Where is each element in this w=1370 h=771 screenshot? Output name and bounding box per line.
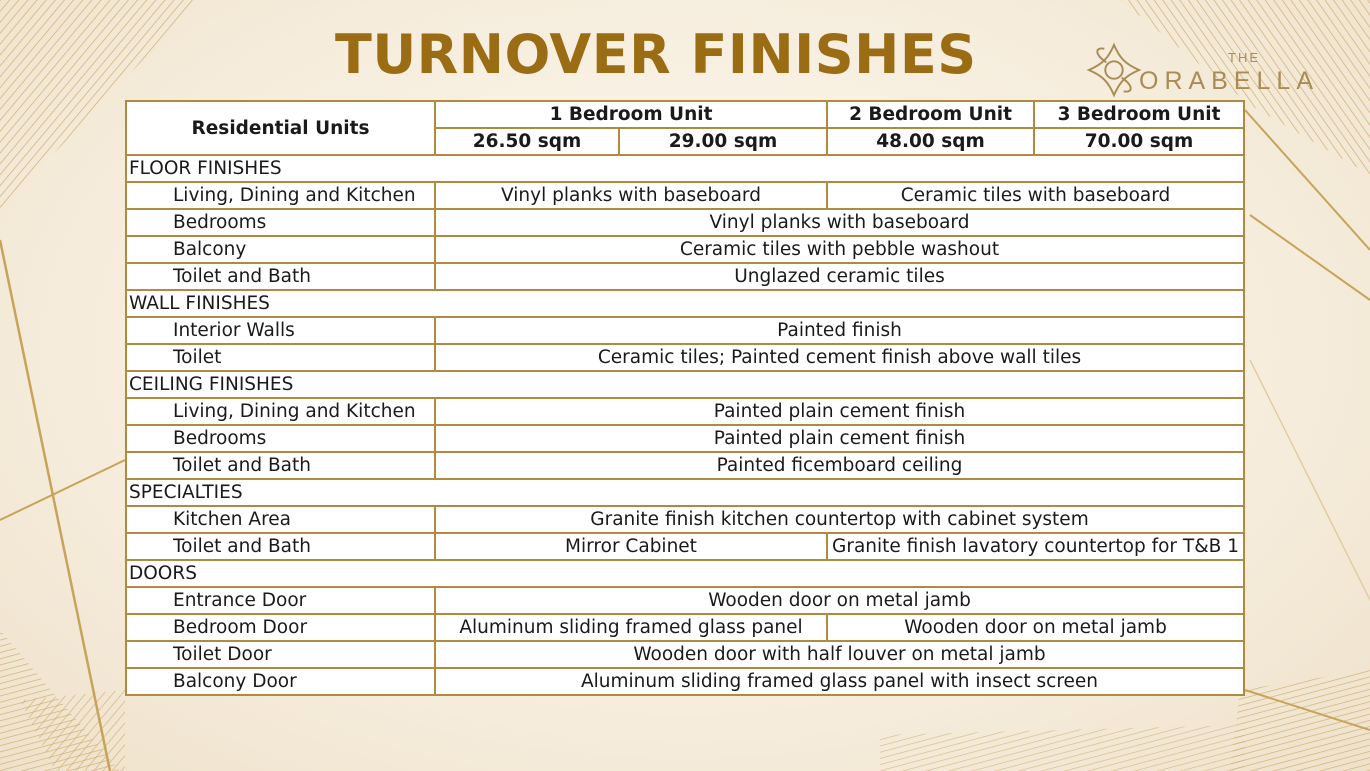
section-title: WALL FINISHES bbox=[126, 290, 1244, 317]
table-row bbox=[126, 263, 1244, 290]
row-value: Mirror Cabinet bbox=[435, 533, 827, 560]
section-title: FLOOR FINISHES bbox=[126, 155, 1244, 182]
section-row-specialties bbox=[126, 479, 1244, 506]
size-3br: 70.00 sqm bbox=[1034, 128, 1244, 155]
row-value: Painted plain cement finish bbox=[435, 425, 1244, 452]
row-label: Balcony Door bbox=[126, 668, 435, 695]
section-row-doors bbox=[126, 560, 1244, 587]
row-value: Painted plain cement finish bbox=[435, 398, 1244, 425]
row-value: Unglazed ceramic tiles bbox=[435, 263, 1244, 290]
row-label: Toilet Door bbox=[126, 641, 435, 668]
header-2-bedroom-unit: 2 Bedroom Unit bbox=[827, 101, 1034, 128]
row-value: Wooden door with half louver on metal jamb bbox=[435, 641, 1244, 668]
row-label: Living, Dining and Kitchen bbox=[126, 398, 435, 425]
row-label: Bedrooms bbox=[126, 425, 435, 452]
finishes-table bbox=[125, 100, 1245, 696]
header-1-bedroom-unit: 1 Bedroom Unit bbox=[435, 101, 827, 128]
header-3-bedroom-unit: 3 Bedroom Unit bbox=[1034, 101, 1244, 128]
row-label: Kitchen Area bbox=[126, 506, 435, 533]
table-row bbox=[126, 506, 1244, 533]
section-row-floor bbox=[126, 155, 1244, 182]
row-value: Ceramic tiles; Painted cement finish above wall tiles bbox=[435, 344, 1244, 371]
table-row bbox=[126, 533, 1244, 560]
table-row bbox=[126, 236, 1244, 263]
table-row bbox=[126, 182, 1244, 209]
row-label: Balcony bbox=[126, 236, 435, 263]
section-row-ceiling bbox=[126, 371, 1244, 398]
page-title: TURNOVER FINISHES bbox=[335, 23, 977, 86]
row-value: Ceramic tiles with baseboard bbox=[827, 182, 1244, 209]
table-row bbox=[126, 398, 1244, 425]
row-label: Bedroom Door bbox=[126, 614, 435, 641]
table-row bbox=[126, 668, 1244, 695]
row-label: Interior Walls bbox=[126, 317, 435, 344]
row-label: Living, Dining and Kitchen bbox=[126, 182, 435, 209]
table-row bbox=[126, 344, 1244, 371]
logo-the-text: THE bbox=[1228, 50, 1260, 65]
row-value: Aluminum sliding framed glass panel bbox=[435, 614, 827, 641]
table-row bbox=[126, 452, 1244, 479]
table-row bbox=[126, 587, 1244, 614]
row-label: Bedrooms bbox=[126, 209, 435, 236]
table-row bbox=[126, 209, 1244, 236]
row-value: Granite finish kitchen countertop with cabinet system bbox=[435, 506, 1244, 533]
size-1br-a: 26.50 sqm bbox=[435, 128, 619, 155]
row-value: Painted finish bbox=[435, 317, 1244, 344]
row-value: Granite finish lavatory countertop for T&B 1 bbox=[827, 533, 1244, 560]
table-row bbox=[126, 425, 1244, 452]
row-label: Toilet bbox=[126, 344, 435, 371]
row-label: Toilet and Bath bbox=[126, 533, 435, 560]
row-value: Painted ficemboard ceiling bbox=[435, 452, 1244, 479]
brand-logo bbox=[1085, 40, 1353, 104]
row-label: Entrance Door bbox=[126, 587, 435, 614]
table-row bbox=[126, 317, 1244, 344]
row-value: Wooden door on metal jamb bbox=[435, 587, 1244, 614]
logo-name-text: ORABELLA bbox=[1139, 67, 1320, 95]
row-value: Aluminum sliding framed glass panel with insect screen bbox=[435, 668, 1244, 695]
orabella-star-icon bbox=[1085, 40, 1143, 100]
table-row bbox=[126, 614, 1244, 641]
row-value: Vinyl planks with baseboard bbox=[435, 182, 827, 209]
row-value: Wooden door on metal jamb bbox=[827, 614, 1244, 641]
section-title: SPECIALTIES bbox=[126, 479, 1244, 506]
size-1br-b: 29.00 sqm bbox=[619, 128, 827, 155]
row-label: Toilet and Bath bbox=[126, 263, 435, 290]
row-value: Ceramic tiles with pebble washout bbox=[435, 236, 1244, 263]
section-title: DOORS bbox=[126, 560, 1244, 587]
section-row-wall bbox=[126, 290, 1244, 317]
header-residential-units: Residential Units bbox=[126, 101, 435, 155]
table-header-row bbox=[126, 101, 1244, 128]
section-title: CEILING FINISHES bbox=[126, 371, 1244, 398]
table-row bbox=[126, 641, 1244, 668]
row-label: Toilet and Bath bbox=[126, 452, 435, 479]
row-value: Vinyl planks with baseboard bbox=[435, 209, 1244, 236]
size-2br: 48.00 sqm bbox=[827, 128, 1034, 155]
